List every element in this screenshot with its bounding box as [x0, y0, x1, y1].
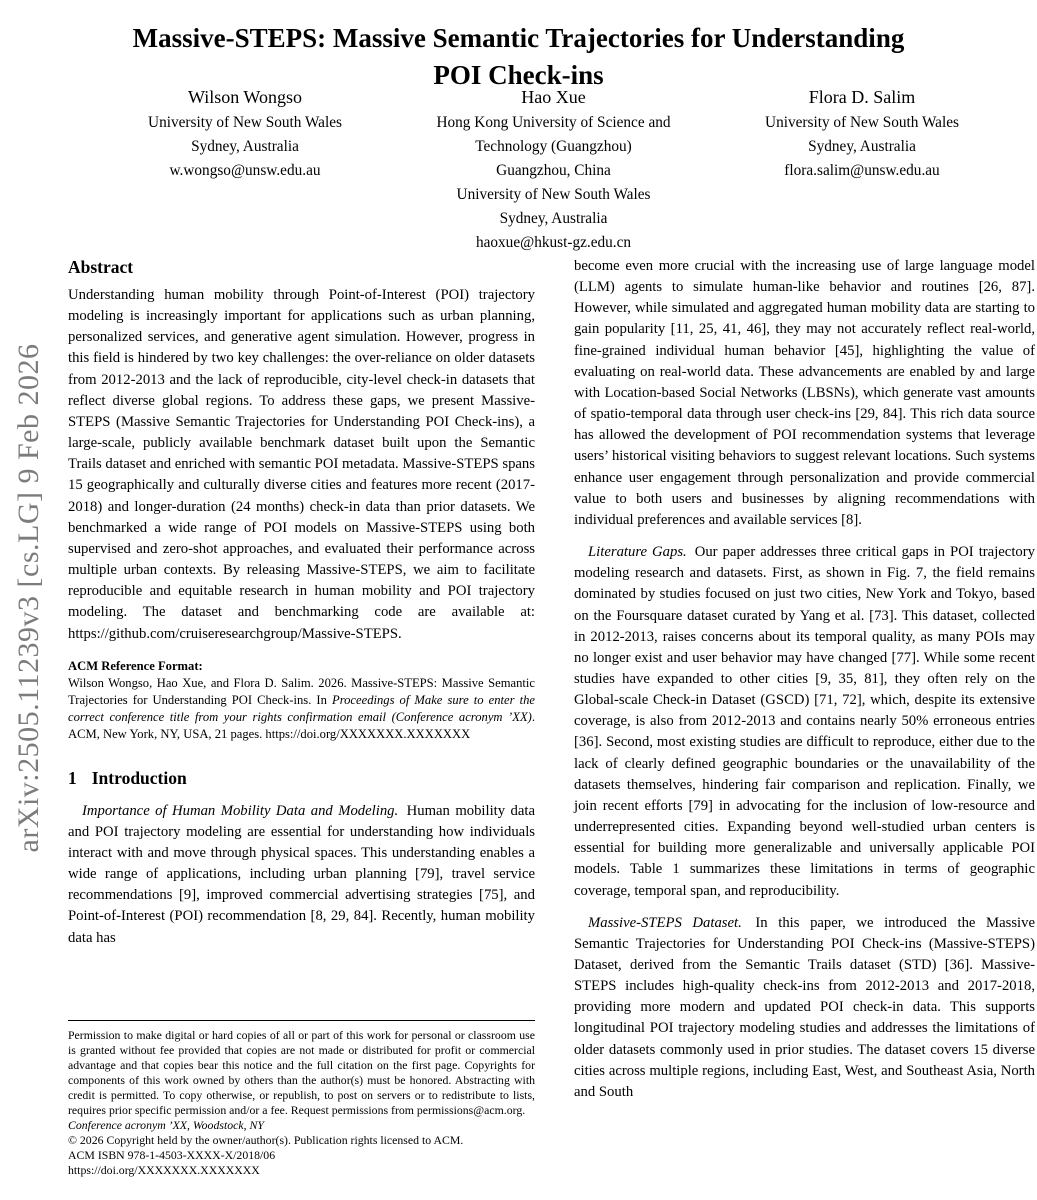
- author-email: flora.salim@unsw.edu.au: [784, 162, 940, 179]
- author-affiliation: Sydney, Australia: [808, 138, 916, 155]
- intro-paragraph-3: [574, 913, 1035, 1103]
- acm-ref-tail: . ACM, New York, NY, USA, 21 pages. https://doi.org/XXXXXXX.XXXXXXX: [68, 709, 535, 741]
- acm-reference-text: [68, 675, 535, 743]
- paragraph-lead-italic: Importance of Human Mobility Data and Modeling.: [82, 802, 399, 819]
- right-column: [574, 256, 1035, 1103]
- section-number: 1: [68, 767, 77, 788]
- conference-line: Conference acronym ’XX, Woodstock, NY: [68, 1118, 264, 1132]
- paragraph-text: In this paper, we introduced the Massive Semantic Trajectories for Understanding POI Check-ins (Massive-STEPS) Dataset, derived from the Semantic Trails dataset (STD) [36]. Massive-STEPS includes high-quality check-ins from 2012-2013 and 2017-2018, providing more modern and updated POI check-in data. This supports longitudinal POI trajectory modeling studies and addresses the limitations of older datasets commonly used in prior studies. The dataset covers 15 diverse cities across multiple regions, including East, West, and Southeast Asia, North and South: [574, 914, 1036, 1100]
- author-affiliation: University of New South Wales: [765, 114, 959, 131]
- left-column: [68, 256, 535, 949]
- arxiv-watermark-text: arXiv:2505.11239v3 [cs.LG] 9 Feb 2026: [12, 343, 45, 853]
- paper-title-line2: POI Check-ins: [433, 60, 604, 91]
- author-affiliation: University of New South Wales: [456, 186, 651, 203]
- acm-reference-block: [68, 658, 535, 743]
- intro-paragraph-1-continued: become even more crucial with the increasing use of large language model (LLM) agents to simulate human-like behavior and routines [26, 87]. However, while simulated and aggregated human mobility data are starting to gain popularity [11, 25, 41, 46], they may not accurately reflect real-world, fine-grained individual human behavior [45], highlighting the value of evaluating on real-world data. These advancements are enabled by and large with Location-based Social Networks (LBSNs), which generate vast amounts of spatio-temporal data through user check-ins [29, 84]. This rich data source has allowed the development of POI recommendation systems that leverage users’ historical visiting behaviors to suggest relevant locations. Such systems enhance user engagement through personalization and provide commercial value to both users and businesses by aligning recommendations with individual preferences and available services [8].: [574, 258, 1035, 528]
- paragraph-text: Human mobility data and POI trajectory modeling are essential for understanding how individuals interact with and move through physical spaces. This understanding enables a wide range of applications, including urban planning [79], travel service recommendations [9], improved commercial advertising strategies [75], and Point-of-Interest (POI) recommendation [8, 29, 84]. Recently, human mobility data has: [68, 802, 536, 946]
- author-affiliation: Hong Kong University of Science and: [436, 114, 671, 131]
- author-email: w.wongso@unsw.edu.au: [169, 162, 321, 179]
- author-affiliation: University of New South Wales: [148, 114, 342, 131]
- author-flora-salim: [727, 84, 997, 255]
- paper-title-line1: Massive-STEPS: Massive Semantic Trajectories for Understanding: [132, 23, 905, 54]
- author-name: Hao Xue: [521, 87, 586, 107]
- author-affiliation: Sydney, Australia: [191, 138, 299, 155]
- author-affiliation: Sydney, Australia: [499, 210, 608, 227]
- doi-line: https://doi.org/XXXXXXX.XXXXXXX: [68, 1163, 260, 1177]
- section-title: Introduction: [91, 767, 187, 788]
- acm-ref-plain: Wilson Wongso, Hao Xue, and Flora D. Salim. 2026. Massive-STEPS: Massive Semantic Trajectories for Understanding POI Check-ins. In: [68, 675, 535, 707]
- paragraph-lead-italic: Literature Gaps.: [588, 544, 687, 561]
- isbn-line: ACM ISBN 978-1-4503-XXXX-X/2018/06: [68, 1148, 276, 1162]
- author-wilson-wongso: [110, 84, 380, 255]
- permission-notice: Permission to make digital or hard copies of all or part of this work for personal or classroom use is granted without fee provided that copies are not made or distributed for profit or commercial advantage and that copies bear this notice and the full citation on the first page. Copyrights for components of this work owned by others than the author(s) must be honored. Abstracting with credit is permitted. To copy otherwise, or republish, to post on servers or to redistribute to lists, requires prior specific permission and/or a fee. Request permissions from permissions@acm.org.: [68, 1028, 535, 1117]
- author-name: Wilson Wongso: [187, 87, 302, 107]
- author-email: haoxue@hkust-gz.edu.cn: [475, 234, 632, 251]
- abstract-text: Understanding human mobility through Point-of-Interest (POI) trajectory modeling is increasingly important for applications such as urban planning, personalized services, and generative agent simulation. However, progress in this field is hindered by two key challenges: the over-reliance on older datasets from 2012-2013 and the lack of reproducible, city-level check-in datasets that reflect diverse global regions. To address these gaps, we present Massive-STEPS (Massive Semantic Trajectories for Understanding POI Check-ins), a large-scale, publicly available benchmark dataset built upon the Semantic Trails dataset and enriched with semantic POI metadata. Massive-STEPS spans 15 geographically and culturally diverse cities and features more recent (2017-2018) and longer-duration (24 months) check-in data than prior datasets. We benchmarked a wide range of POI models on Massive-STEPS using both supervised and zero-shot approaches, and evaluated their performance across multiple urban contexts. By releasing Massive-STEPS, we aim to facilitate reproducible and equitable research in human mobility and POI trajectory modeling. The dataset and benchmarking code are available at: https://github.com/cruiseresearchgroup/Massive-STEPS.: [68, 287, 535, 642]
- abstract-heading: Abstract: [68, 257, 134, 277]
- author-affiliation: Technology (Guangzhou): [475, 138, 632, 155]
- copyright-footnote: [68, 1020, 535, 1178]
- author-name: Flora D. Salim: [808, 87, 916, 107]
- paragraph-lead-italic: Massive-STEPS Dataset.: [588, 914, 742, 931]
- intro-paragraph-1: [68, 801, 535, 949]
- paper-title: [0, 20, 1037, 94]
- author-block: [110, 84, 997, 255]
- paragraph-text: Our paper addresses three critical gaps in POI trajectory modeling research and datasets. First, as shown in Fig. 7, the field remains dominated by studies focused on just two cities, New York and Tokyo, based on the Foursquare dataset curated by Yang et al. [73]. This dataset, collected in 2012-2013, raises concerns about its temporal quality, as many POIs may no longer exist and user behavior may have changed [77]. While some recent studies have expanded to other cities [9, 35, 81], they often rely on the Global-scale Check-in Dataset (GSCD) [71, 72], which, despite its extensive coverage, is also from 2012-2013 and contains nearly 50% erroneous entries [36]. Second, most existing studies are difficult to reproduce, either due to the lack of clearly defined geographic boundaries or the unavailability of the datasets themselves, hindering fair comparison and replication. Finally, we join recent efforts [79] in advocating for the inclusion of low-resource and underrepresented cities. Expanding beyond well-studied urban centers is essential for building more generalizable and universally applicable POI models. Table 1 summarizes these limitations in terms of geographic coverage, temporal span, and reproducibility.: [574, 544, 1035, 899]
- section-1-heading: [68, 767, 535, 789]
- author-hao-xue: [389, 84, 719, 255]
- intro-paragraph-2: [574, 542, 1035, 902]
- copyright-line: © 2026 Copyright held by the owner/author(s). Publication rights licensed to ACM.: [68, 1133, 464, 1147]
- acm-reference-heading: ACM Reference Format:: [68, 658, 203, 673]
- acm-ref-venue-italic: Proceedings of Make sure to enter the correct conference title from your rights confirmation email (Conference acronym ’XX): [68, 692, 535, 724]
- arxiv-watermark: [12, 251, 46, 945]
- author-affiliation: Guangzhou, China: [496, 162, 611, 179]
